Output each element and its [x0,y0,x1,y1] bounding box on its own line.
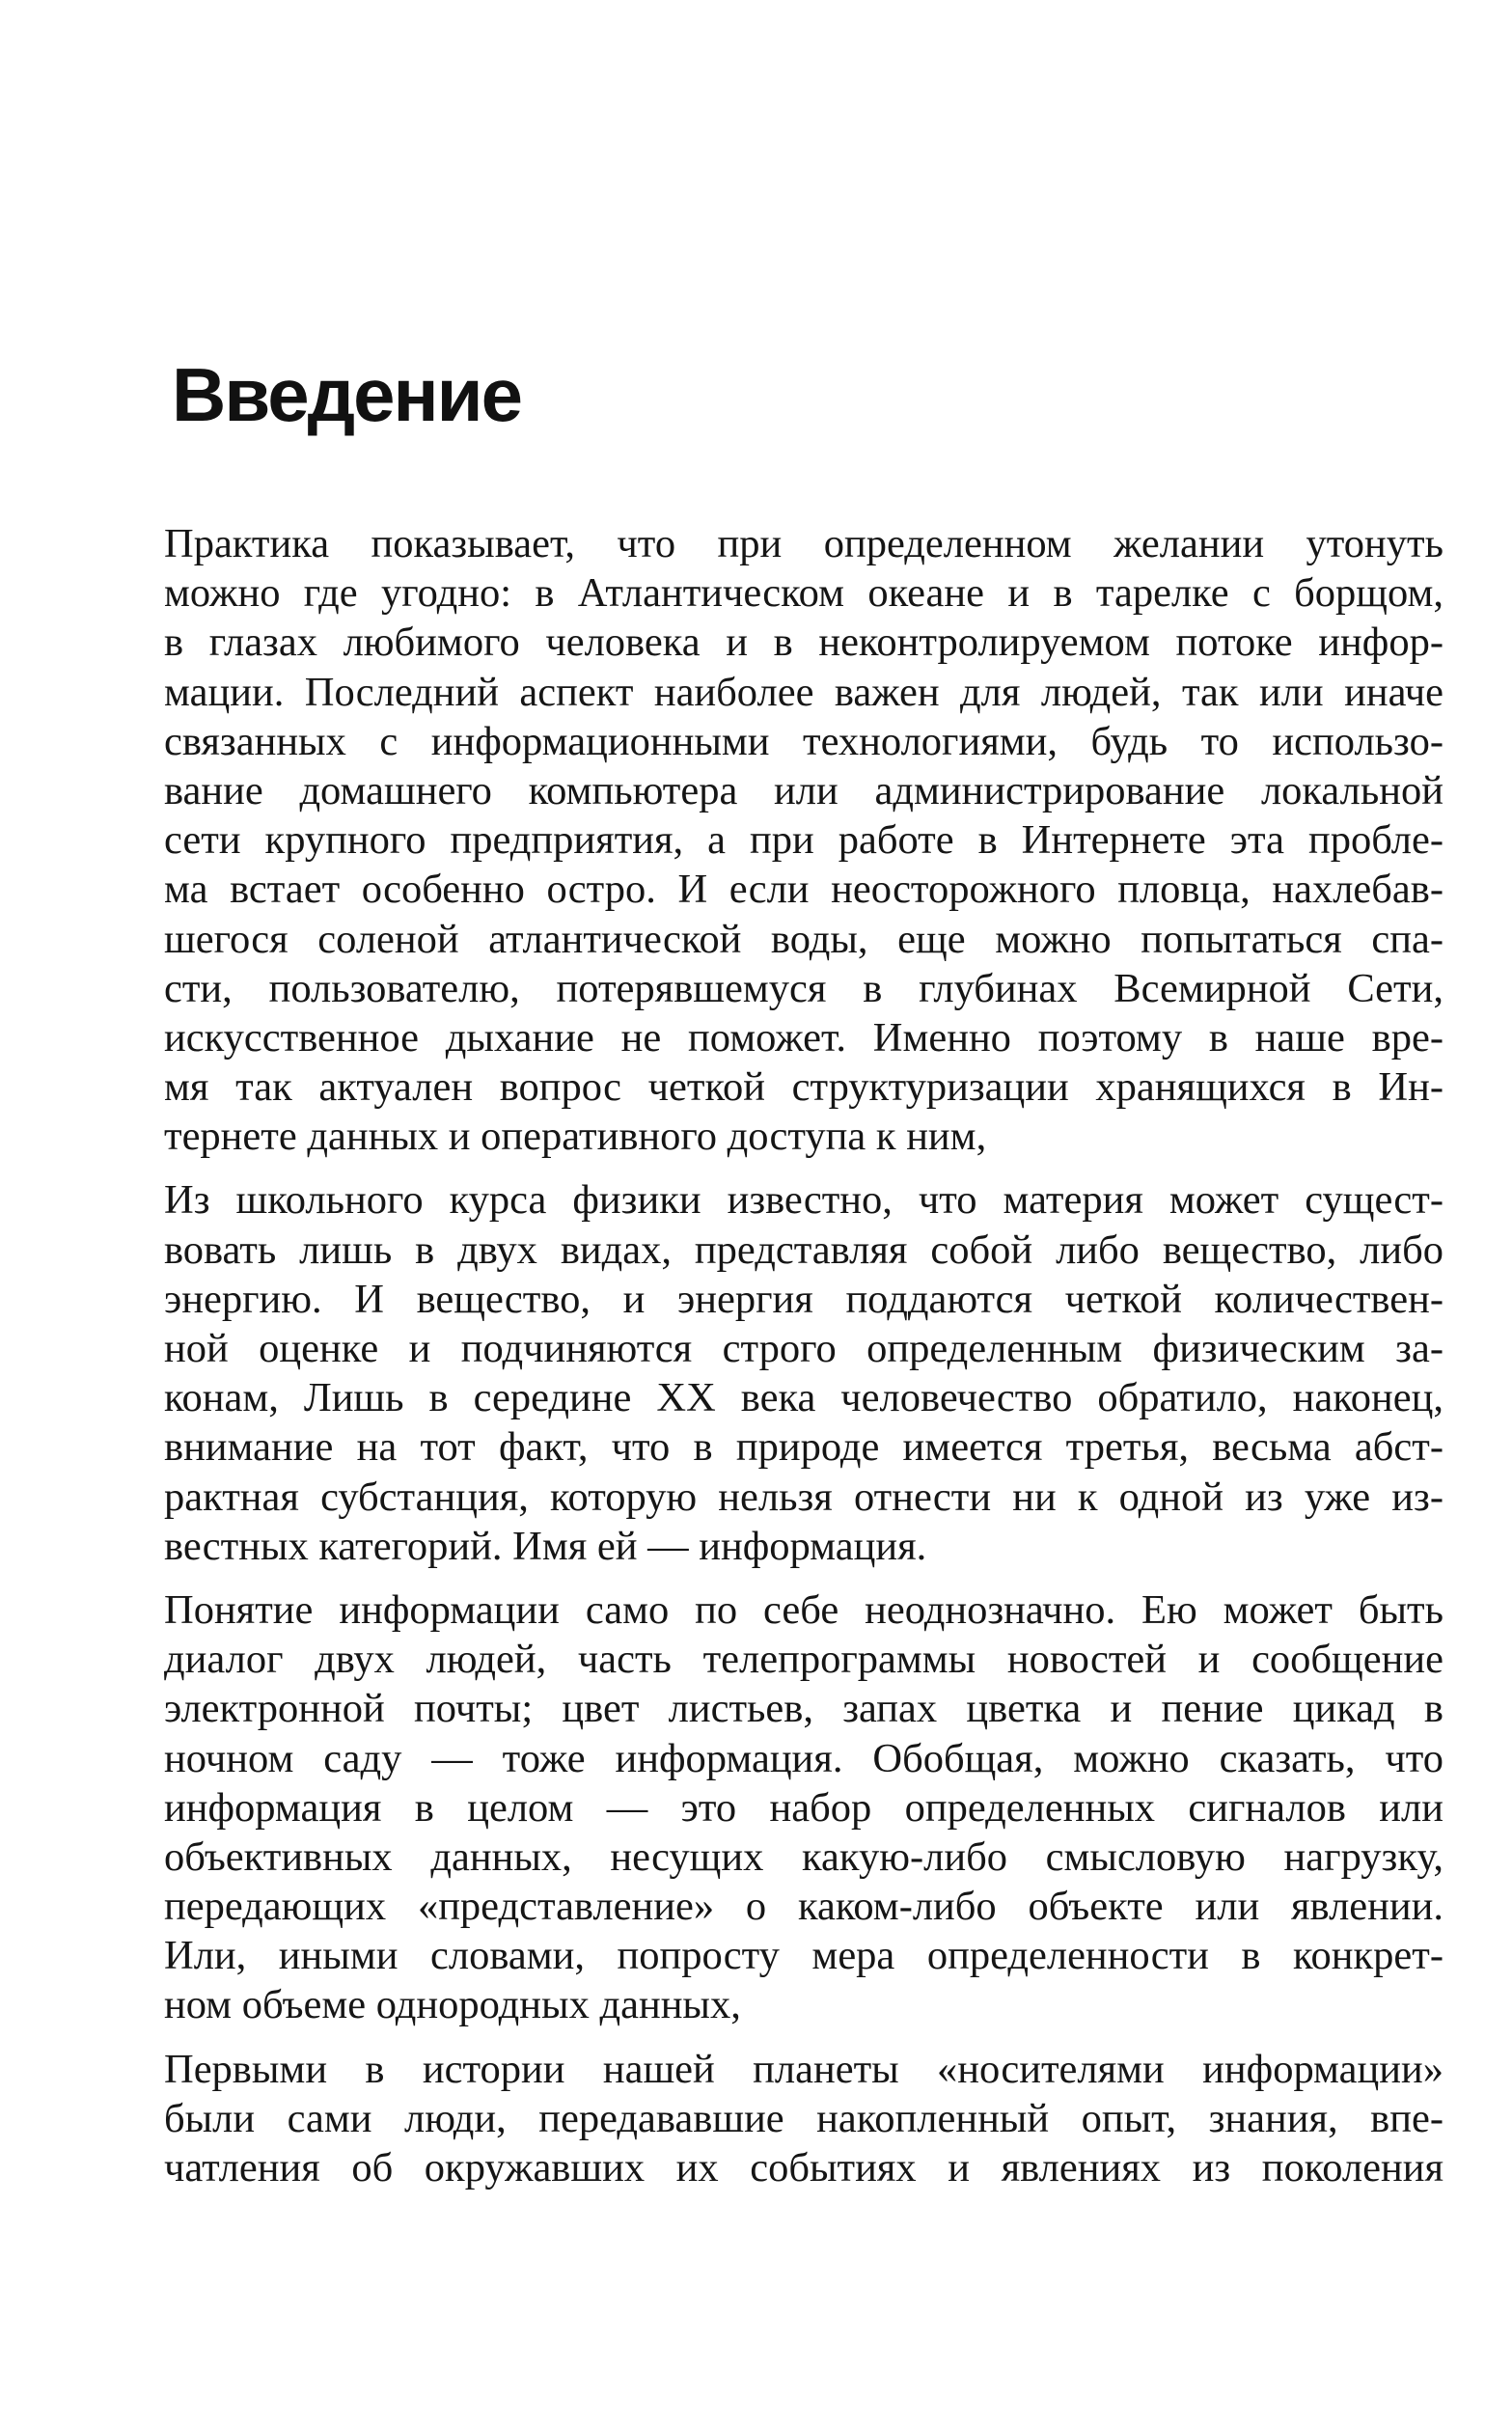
text-line: Понятие информации само по себе неоднозначно. Ею может быть [164,1586,1443,1633]
chapter-title: Введение [172,352,521,437]
text-line: сети крупного предприятия, а при работе в Интернете эта пробле- [164,817,1443,864]
text-line: были сами люди, передававшие накопленный опыт, знания, впе- [164,2095,1443,2141]
text-line: мации. Последний аспект наиболее важен для людей, так или иначе [164,669,1443,715]
text-line: сти, пользователю, потерявшемуся в глубинах Всемирной Сети, [164,965,1443,1011]
text-line: объективных данных, несущих какую-либо смысловую нагрузку, [164,1833,1443,1880]
text-line: внимание на тот факт, что в природе имеется третья, весьма абст- [164,1424,1443,1471]
paragraph [164,1175,1443,1571]
text-line: электронной почты; цвет листьев, запах цветка и пение цикад в [164,1686,1443,1732]
text-line: Из школьного курса физики известно, что материя может сущест- [164,1177,1443,1224]
text-line: мя так актуален вопрос четкой структуризации хранящихся в Ин- [164,1064,1443,1111]
text-line: тернете данных и оперативного доступа к ним, [164,1114,987,1160]
text-line: связанных с информационными технологиями, будь то использо- [164,718,1443,764]
text-line: ма встает особенно остро. И если неосторожного пловца, нахлебав- [164,867,1443,913]
text-line: энергию. И вещество, и энергия поддаются четкой количествен- [164,1276,1443,1322]
text-line: передающих «представление» о каком-либо объекте или явлении. [164,1884,1443,1930]
text-line: чатления об окружавших их событиях и явлениях из поколения [164,2145,1443,2191]
text-line: Или, иными словами, попросту мера определенности в конкрет- [164,1933,1443,1979]
paragraph [164,1585,1443,2030]
text-line: конам, Лишь в середине XX века человечество обратило, наконец, [164,1375,1443,1421]
body-text [164,519,1443,2207]
text-line: можно где угодно: в Атлантическом океане и в тарелке с борщом, [164,570,1443,617]
text-line: искусственное дыхание не поможет. Именно поэтому в наше вре- [164,1014,1443,1061]
text-line: Практика показывает, что при определенном желании утонуть [164,521,1443,566]
text-line: ном объеме однородных данных, [164,1982,741,2028]
text-line: вестных категорий. Имя ей — информация. [164,1523,927,1569]
paragraph [164,2045,1443,2193]
paragraph [164,519,1443,1161]
text-line: шегося соленой атлантической воды, еще можно попытаться спа- [164,916,1443,962]
text-line: ной оценке и подчиняются строго определенным физическим за- [164,1326,1443,1371]
text-line: Первыми в истории нашей планеты «носителями информации» [164,2046,1443,2092]
text-line: ночном саду — тоже информация. Обобщая, можно сказать, что [164,1735,1443,1781]
text-line: рактная субстанция, которую нельзя отнести ни к одной из уже из- [164,1474,1443,1520]
text-line: вовать лишь в двух видах, представляя собой либо вещество, либо [164,1226,1443,1273]
text-line: вание домашнего компьютера или администрирование локальной [164,767,1443,813]
text-line: в глазах любимого человека и в неконтролируемом потоке инфор- [164,620,1443,666]
text-line: диалог двух людей, часть телепрограммы новостей и сообщение [164,1637,1443,1683]
text-line: информация в целом — это набор определенных сигналов или [164,1784,1443,1831]
